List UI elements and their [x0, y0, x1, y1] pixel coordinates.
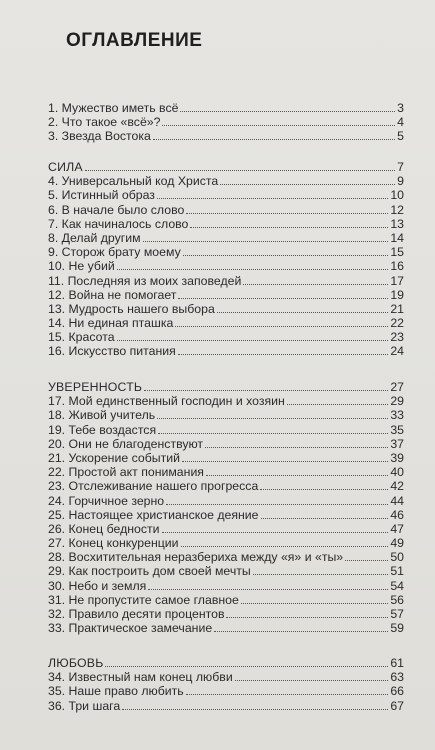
dot-leader [117, 260, 389, 270]
toc-entry [48, 607, 404, 621]
toc-entry-title: 31. Не пропустите самое главное [48, 592, 239, 607]
toc-entry-title: 16. Искусство питания [48, 344, 176, 359]
toc-entry-page: 16 [390, 259, 404, 274]
dot-leader [190, 218, 388, 228]
toc-entry [48, 302, 404, 316]
dot-leader [260, 480, 388, 490]
toc-entry-title: 35. Наше право любить [48, 684, 184, 699]
toc-entry [48, 188, 404, 202]
dot-leader [162, 523, 389, 533]
toc-entry-title: 25. Настоящее христианское деяние [48, 507, 259, 522]
toc-entry-page: 15 [390, 245, 404, 260]
dot-leader [220, 175, 395, 185]
toc-entry-title: 2. Что такое «всё»? [48, 115, 161, 130]
toc-entry-page: 37 [390, 436, 404, 451]
dot-leader [157, 409, 388, 419]
toc-entry-page: 17 [390, 273, 404, 288]
dot-leader [205, 438, 388, 448]
dot-leader [241, 594, 388, 604]
section-heading-page: 27 [390, 380, 404, 394]
toc-entry [48, 101, 404, 115]
toc-entry [48, 408, 404, 422]
toc-entry-page: 59 [390, 621, 404, 636]
dot-leader [85, 161, 395, 171]
toc-entry [48, 465, 404, 479]
dot-leader [157, 189, 388, 199]
toc-entry-title: 11. Последняя из моих заповедей [48, 273, 242, 288]
dot-leader [287, 395, 389, 405]
dot-leader [183, 246, 389, 256]
toc-entry [48, 479, 404, 493]
toc-entry [48, 621, 404, 635]
toc-entry [48, 494, 404, 508]
toc-entry [48, 423, 404, 437]
dot-leader [117, 331, 389, 341]
dot-leader [178, 345, 389, 355]
toc-entry-page: 56 [390, 592, 404, 607]
toc-entry-title: 1. Мужество иметь всё [48, 101, 179, 115]
dot-leader [153, 130, 395, 140]
dot-leader [180, 102, 395, 112]
toc-entry-title: 19. Тебе воздастся [48, 422, 157, 437]
toc-entry [48, 670, 404, 684]
toc-entry-title: 34. Известный нам конец любви [48, 670, 233, 685]
dot-leader [182, 452, 388, 462]
toc-entry-page: 24 [390, 344, 404, 359]
toc-entry-page: 67 [390, 698, 404, 713]
toc-entry-page: 50 [390, 550, 404, 565]
toc-entry-title: 18. Живой учитель [48, 408, 156, 423]
toc-entry [48, 245, 404, 259]
toc-entry-title: 27. Конец конкуренции [48, 536, 179, 551]
dot-leader [166, 495, 388, 505]
toc-entry-title: 3. Звезда Востока [48, 129, 151, 144]
toc-entry-title: 23. Отслеживание нашего прогресса [48, 479, 259, 494]
toc-entry-page: 3 [397, 101, 404, 115]
dot-leader [253, 565, 389, 575]
section-heading-title: УВЕРЕННОСТЬ [48, 380, 143, 394]
dot-leader [186, 685, 389, 695]
toc-entry [48, 174, 404, 188]
toc-entry-page: 4 [397, 115, 404, 130]
toc-entry-page: 22 [390, 316, 404, 331]
toc-entry [48, 508, 404, 522]
dot-leader [148, 580, 388, 590]
toc-entry [48, 593, 404, 607]
toc-entry [48, 550, 404, 564]
toc-section-lyubov [48, 656, 404, 713]
toc-entry-page: 12 [390, 202, 404, 217]
section-heading-page: 7 [397, 160, 404, 174]
toc-entry [48, 231, 404, 245]
toc-entry-page: 49 [390, 536, 404, 551]
toc-entry-title: 14. Ни единая пташка [48, 316, 174, 331]
toc-entry-title: 15. Красота [48, 330, 115, 345]
section-heading-page: 61 [390, 656, 404, 670]
toc-entry [48, 564, 404, 578]
dot-leader [214, 622, 388, 632]
toc-entry-title: 12. Война не помогает [48, 287, 177, 302]
toc-entry-page: 33 [390, 408, 404, 423]
section-heading-title: СИЛА [48, 160, 83, 174]
toc-entry [48, 203, 404, 217]
toc-entry-title: 7. Как начиналось слово [48, 216, 189, 231]
toc-entry-title: 33. Практическое замечание [48, 621, 213, 636]
toc-entry [48, 684, 404, 698]
toc-entry-page: 9 [397, 174, 404, 189]
section-heading-title: ЛЮБОВЬ [48, 656, 104, 670]
toc-entry [48, 115, 404, 129]
toc-entry [48, 330, 404, 344]
toc-section-uverennost [48, 380, 404, 635]
toc-entry-title: 6. В начале было слово [48, 202, 185, 217]
toc-entry-page: 19 [390, 287, 404, 302]
toc-entry [48, 129, 404, 143]
toc-entry-title: 9. Сторож брату моему [48, 245, 181, 260]
dot-leader [105, 657, 388, 667]
toc-entry-page: 57 [390, 607, 404, 621]
toc-entry-page: 54 [390, 578, 404, 593]
toc-section-heading [48, 656, 404, 670]
toc-entry-page: 5 [397, 129, 404, 144]
dot-leader [243, 275, 388, 285]
toc-entry [48, 579, 404, 593]
dot-leader [162, 116, 395, 126]
toc-entry-title: 22. Простой акт понимания [48, 465, 204, 480]
dot-leader [181, 537, 389, 547]
toc-entry [48, 437, 404, 451]
toc-entry-title: 36. Три шага [48, 698, 121, 713]
toc-entry [48, 288, 404, 302]
dot-leader [261, 509, 389, 519]
dot-leader [144, 381, 388, 391]
toc-entry [48, 394, 404, 408]
toc-section-intro [48, 101, 404, 144]
toc-entry [48, 217, 404, 231]
dot-leader [186, 204, 388, 214]
toc-entry-title: 29. Как построить дом своей мечты [48, 564, 251, 579]
toc-entry-title: 21. Ускорение событий [48, 450, 180, 465]
toc-entry-page: 39 [390, 450, 404, 465]
toc-section-heading [48, 380, 404, 394]
toc-entry-title: 24. Горчичное зерно [48, 493, 165, 508]
dot-leader [178, 289, 388, 299]
toc-entry [48, 699, 404, 713]
toc-entry-page: 29 [390, 394, 404, 409]
toc-entry-title: 32. Правило десяти процентов [48, 607, 225, 621]
toc-section-sila [48, 160, 404, 359]
toc-entry-page: 23 [390, 330, 404, 345]
toc-entry-page: 14 [390, 230, 404, 245]
toc-entry-page: 21 [390, 301, 404, 316]
toc-entry-title: 26. Конец бедности [48, 521, 160, 536]
toc-entry-title: 17. Мой единственный господин и хозяин [48, 394, 285, 409]
dot-leader [175, 317, 388, 327]
toc-section-heading [48, 160, 404, 174]
toc-entry-title: 28. Восхитительная неразбериха между «я» и «ты» [48, 550, 344, 565]
toc-entry [48, 522, 404, 536]
toc-entry-title: 4. Универсальный код Христа [48, 174, 219, 189]
toc-entry-page: 63 [390, 670, 404, 685]
toc-entry-page: 13 [390, 216, 404, 231]
dot-leader [122, 700, 388, 710]
toc-entry-page: 51 [390, 564, 404, 579]
toc-entry-page: 42 [390, 479, 404, 494]
dot-leader [235, 671, 389, 681]
dot-leader [217, 303, 388, 313]
toc-entry [48, 259, 404, 273]
toc-entry [48, 316, 404, 330]
toc-entry-page: 47 [390, 521, 404, 536]
toc-entry-page: 44 [390, 493, 404, 508]
toc-entry-page: 40 [390, 465, 404, 480]
toc-entry [48, 344, 404, 358]
dot-leader [206, 466, 388, 476]
toc-entry-page: 35 [390, 422, 404, 437]
toc-entry-page: 10 [390, 188, 404, 203]
dot-leader [226, 608, 388, 618]
toc-entry [48, 536, 404, 550]
toc-entry [48, 274, 404, 288]
dot-leader [143, 232, 389, 242]
toc-entry-title: 30. Небо и земля [48, 578, 147, 593]
toc-entry-title: 10. Не убий [48, 259, 115, 274]
toc-entry-title: 13. Мудрость нашего выбора [48, 301, 215, 316]
toc-entry-page: 46 [390, 507, 404, 522]
toc-entry-page: 66 [390, 684, 404, 699]
toc-entry-title: 8. Делай другим [48, 230, 141, 245]
toc-entry-title: 5. Истинный образ [48, 188, 155, 203]
dot-leader [345, 551, 388, 561]
page-title: ОГЛАВЛЕНИЕ [66, 30, 203, 51]
toc-entry-title: 20. Они не благоденствуют [48, 436, 204, 451]
toc-entry [48, 451, 404, 465]
dot-leader [158, 424, 388, 434]
